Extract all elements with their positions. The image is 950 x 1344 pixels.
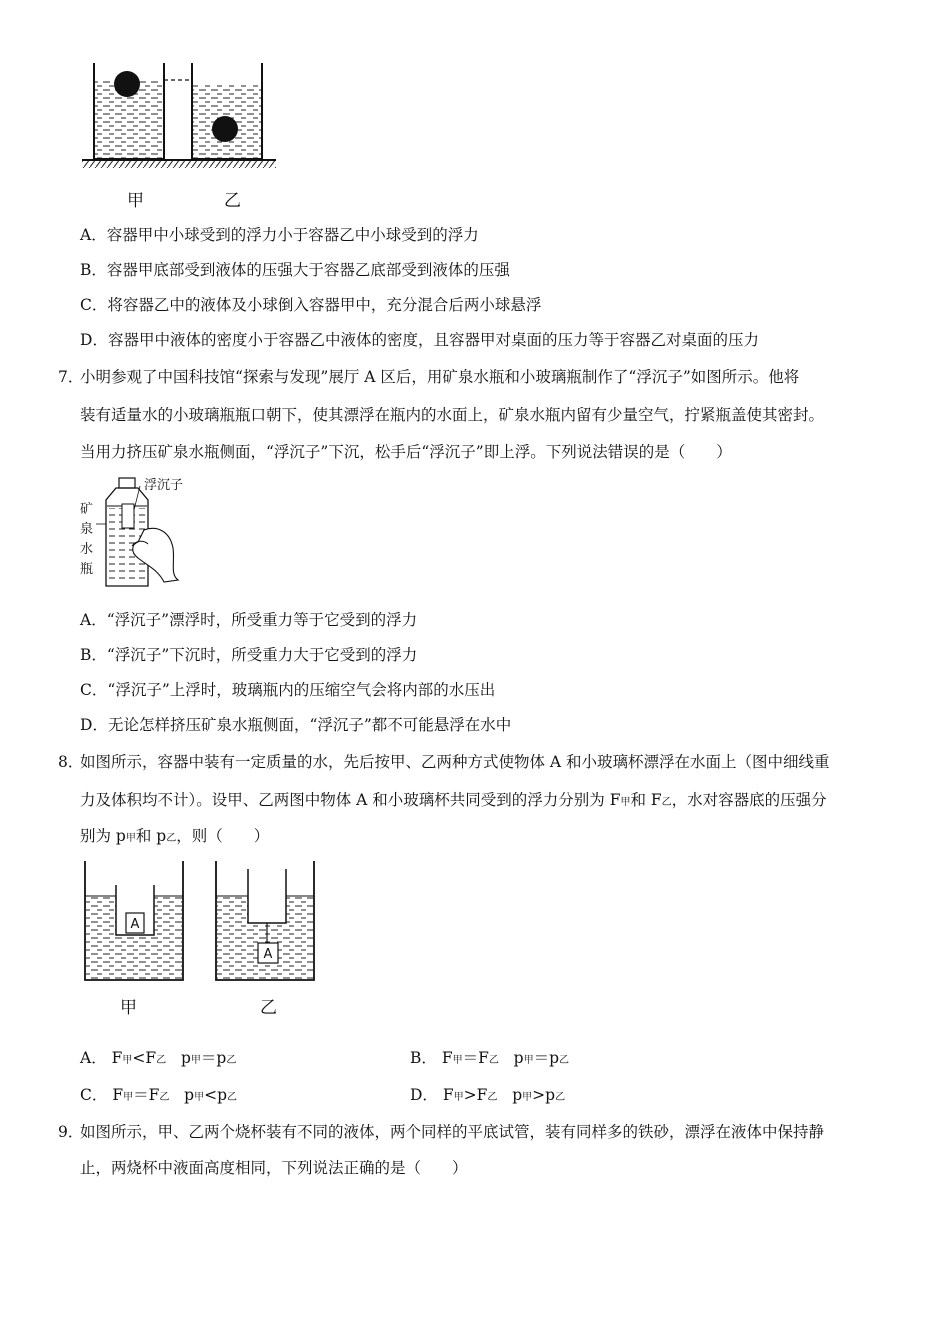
- q6-figure: [78, 55, 288, 215]
- q6-option-d[interactable]: D．容器甲中液体的密度小于容器乙中液体的密度，且容器甲对桌面的压力等于容器乙对桌面的压力: [80, 331, 759, 349]
- q9-stem-line-1: 如图所示，甲、乙两个烧杯装有不同的液体，两个同样的平底试管，装有同样多的铁砂，漂浮在液体中保持静: [80, 1123, 825, 1141]
- q8-option-d[interactable]: D． F甲>F乙 p甲>p乙: [410, 1086, 566, 1104]
- q9-stem-line-2: 止，两烧杯中液面高度相同，下列说法正确的是（ ）: [80, 1159, 468, 1177]
- q7-option-d[interactable]: D．无论怎样挤压矿泉水瓶侧面，“浮沉子”都不可能悬浮在水中: [80, 716, 512, 734]
- q8-box-a-jia: A: [130, 917, 140, 932]
- q8-option-b[interactable]: B． F甲＝F乙 p甲＝p乙: [410, 1049, 570, 1067]
- fig6-label-jia: 甲: [127, 191, 144, 211]
- q6-option-a[interactable]: A．容器甲中小球受到的浮力小于容器乙中小球受到的浮力: [80, 226, 479, 244]
- q7-number: 7．: [58, 368, 84, 386]
- q9-number: 9．: [58, 1123, 84, 1141]
- q8-stem-line-3: 别为 p甲和 p乙，则（ ）: [80, 827, 270, 845]
- q8-stem-line-2: 力及体积均不计）。设甲、乙两图中物体 A 和小玻璃杯共同受到的浮力分别为 F甲和 F乙，水对容器底的压强分: [80, 791, 827, 809]
- q7-stem-line-2: 装有适量水的小玻璃瓶瓶口朝下，使其漂浮在瓶内的水面上，矿泉水瓶内留有少量空气，拧紧瓶盖使其密封。: [80, 406, 825, 424]
- fig8-label-yi: 乙: [260, 998, 277, 1018]
- q6-option-c[interactable]: C．将容器乙中的液体及小球倒入容器甲中，充分混合后两小球悬浮: [80, 296, 542, 314]
- fig8-label-jia: 甲: [120, 998, 137, 1018]
- q7-option-c[interactable]: C．“浮沉子”上浮时，玻璃瓶内的压缩空气会将内部的水压出: [80, 681, 496, 699]
- q8-stem-line-1: 如图所示，容器中装有一定质量的水，先后按甲、乙两种方式使物体 A 和小玻璃杯漂浮在水面上（图中细线重: [80, 753, 830, 771]
- q7-label-diver: 浮沉子: [144, 478, 184, 493]
- ball-jia: [114, 71, 140, 97]
- q7-stem-line-3: 当用力挤压矿泉水瓶侧面，“浮沉子”下沉，松手后“浮沉子”即上浮。下列说法错误的是（ ）: [80, 443, 732, 461]
- q8-figure: [78, 855, 328, 990]
- q7-label-bottle: 矿 泉 水 瓶: [80, 502, 94, 577]
- q8-number: 8．: [58, 753, 84, 771]
- q6-option-b[interactable]: B．容器甲底部受到液体的压强大于容器乙底部受到液体的压强: [80, 261, 510, 279]
- q7-option-b[interactable]: B．“浮沉子”下沉时，所受重力大于它受到的浮力: [80, 646, 418, 664]
- q8-box-a-yi: A: [263, 947, 273, 962]
- q8-option-a[interactable]: A． F甲<F乙 p甲＝p乙: [80, 1049, 237, 1067]
- q7-figure: [78, 470, 208, 595]
- q8-option-c[interactable]: C． F甲＝F乙 p甲<p乙: [80, 1086, 238, 1104]
- ball-yi: [212, 116, 238, 142]
- fig6-label-yi: 乙: [224, 191, 241, 211]
- q7-stem-line-1: 小明参观了中国科技馆“探索与发现”展厅 A 区后，用矿泉水瓶和小玻璃瓶制作了“浮沉子”如图所示。他将: [80, 368, 800, 386]
- q7-option-a[interactable]: A．“浮沉子”漂浮时，所受重力等于它受到的浮力: [80, 611, 418, 629]
